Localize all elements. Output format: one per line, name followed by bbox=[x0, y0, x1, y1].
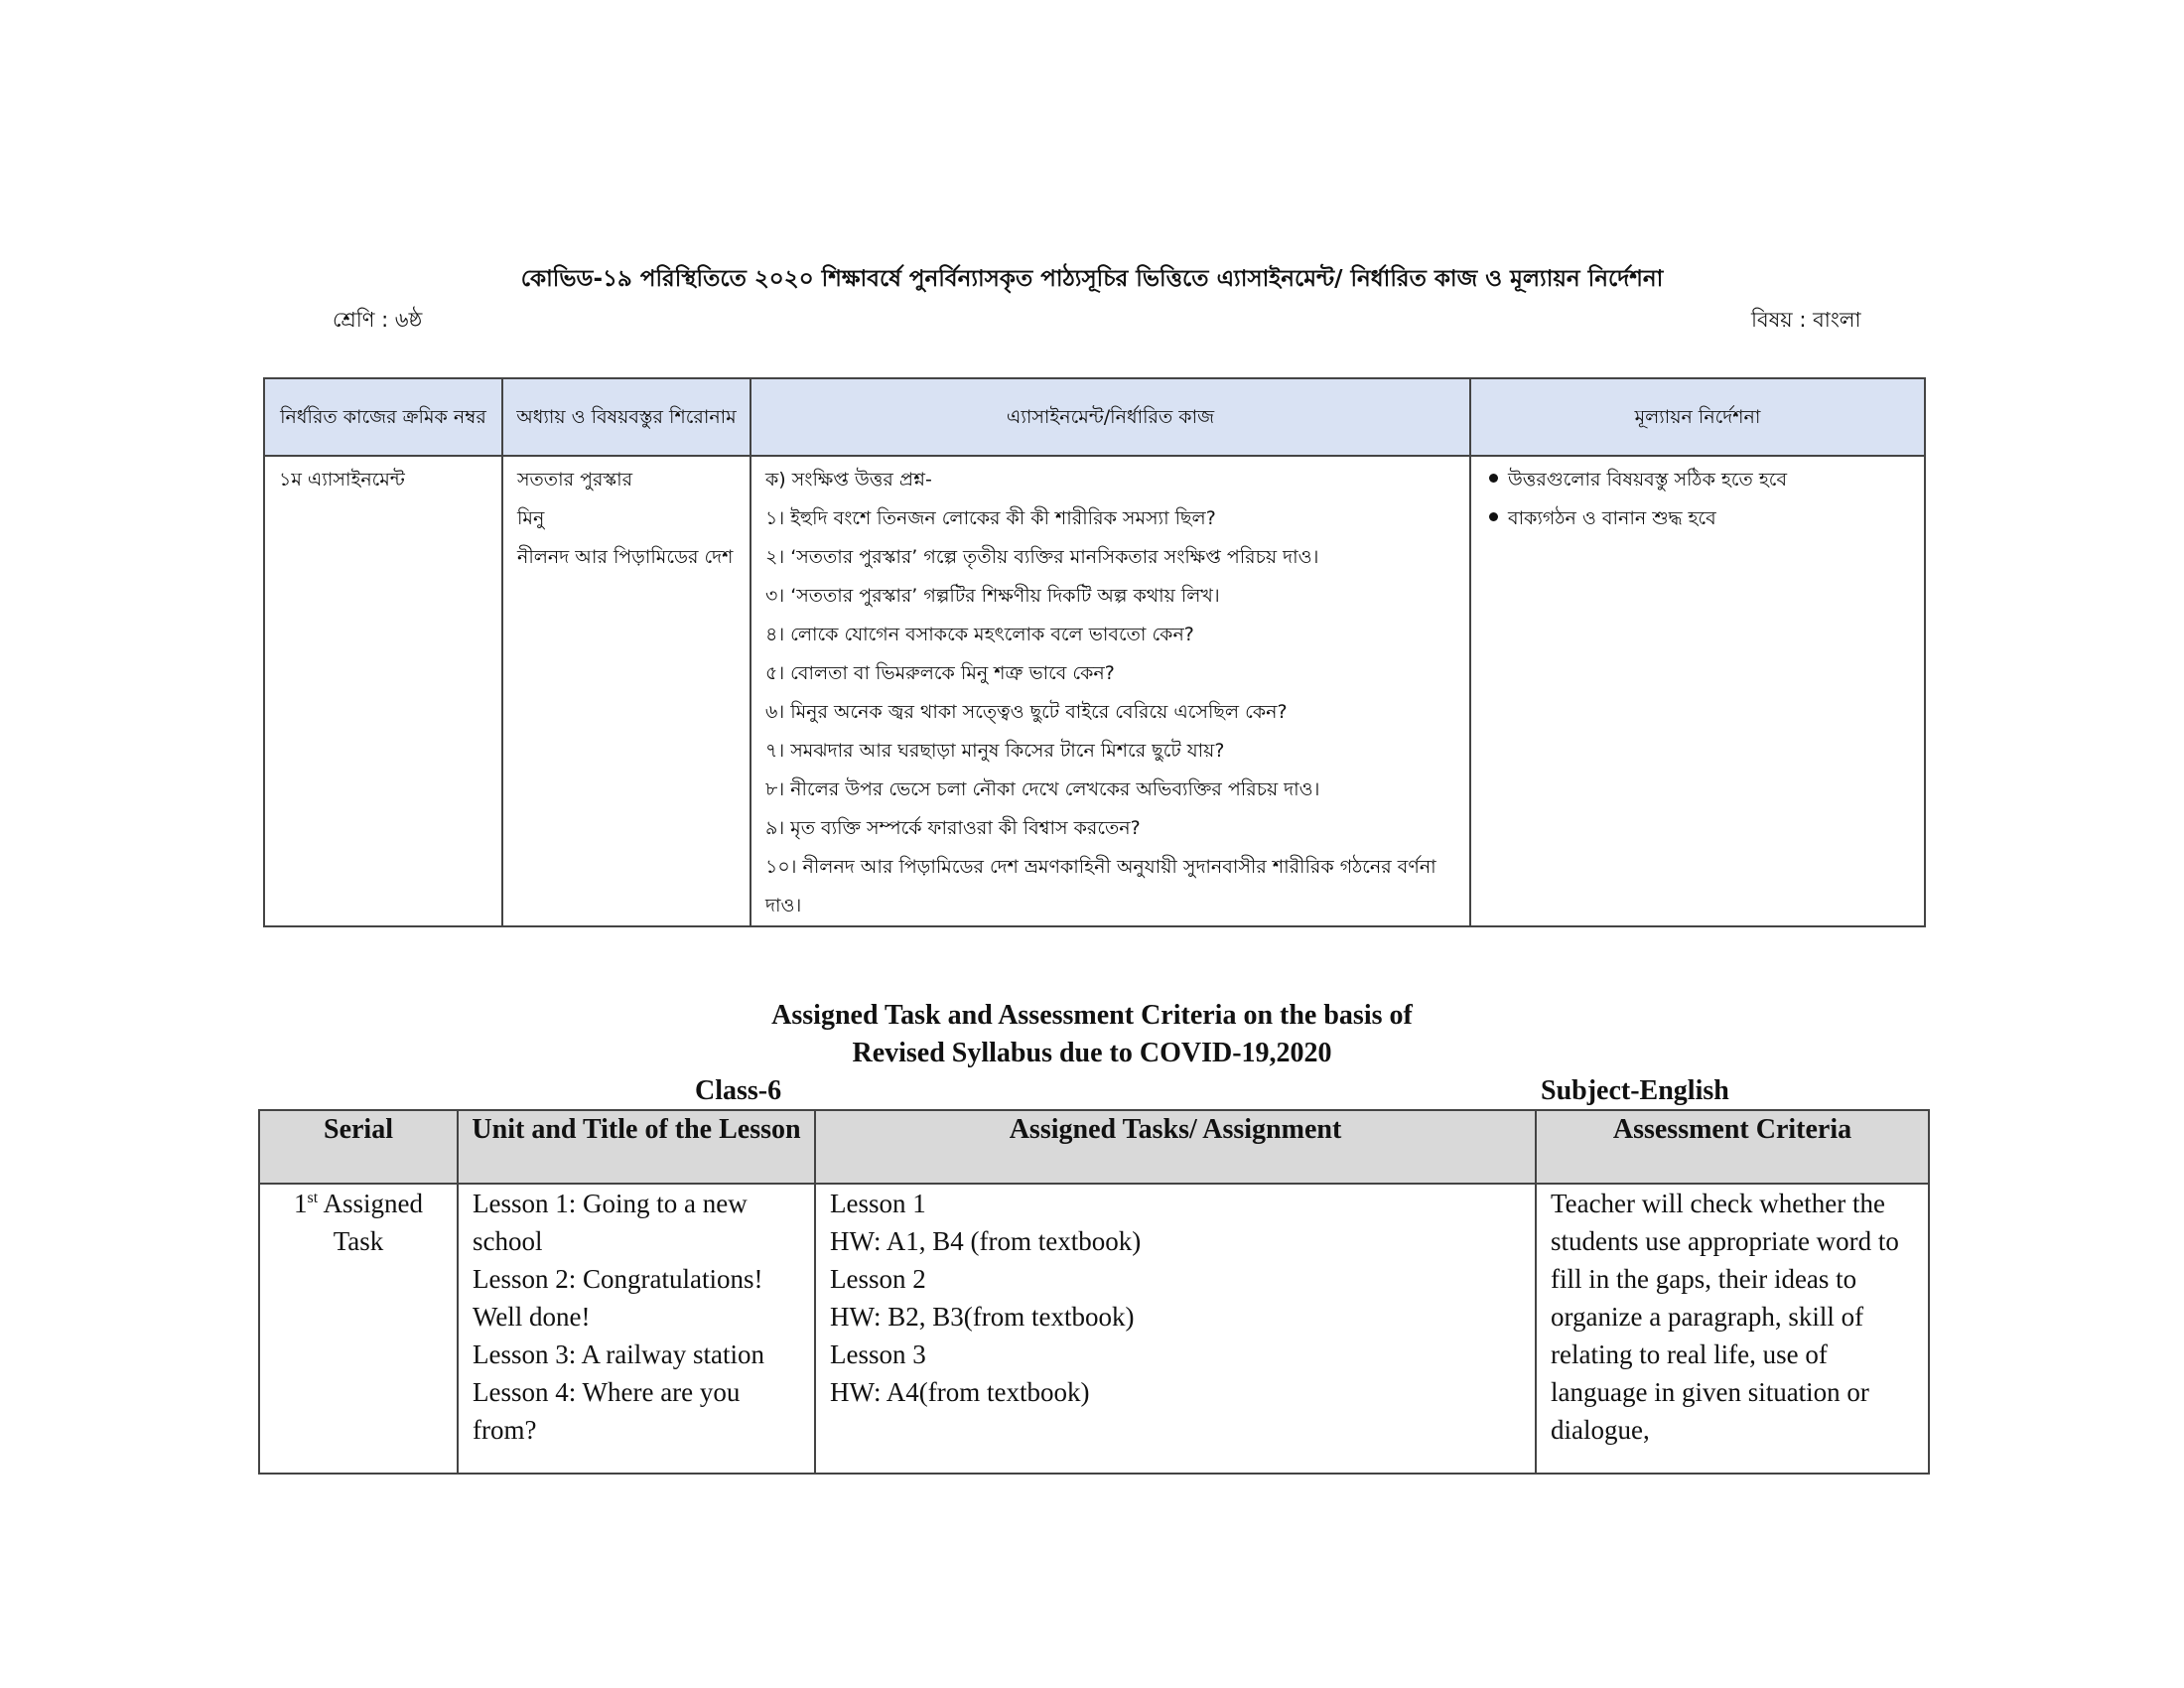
task-item: HW: B2, B3(from textbook) bbox=[830, 1302, 1135, 1332]
criteria-text: Teacher will check whether the students use appropriate word to fill in the gaps, their ideas to organize a paragraph, skill of relating to real life, use of language in given situation or dialogue, bbox=[1551, 1189, 1899, 1445]
english-class-label: Class-6 bbox=[695, 1075, 782, 1106]
task-item: HW: A4(from textbook) bbox=[830, 1377, 1090, 1407]
english-cell-serial bbox=[259, 1184, 458, 1474]
english-cell-criteria bbox=[1536, 1184, 1929, 1474]
bangla-title: কোভিড-১৯ পরিস্থিতিতে ২০২০ শিক্ষাবর্ষে পুনর্বিন্যাসকৃত পাঠ্যসূচির ভিত্তিতে এ্যাসাইনমেন্ট/ নির্ধারিত কাজ ও মূল্যায়ন নির্দেশনা bbox=[520, 266, 1664, 292]
bangla-table-header-row bbox=[264, 378, 1925, 456]
unit-item: Lesson 3: A railway station bbox=[473, 1339, 764, 1369]
chapter-item: সততার পুরস্কার bbox=[517, 469, 633, 491]
english-header-tasks: Assigned Tasks/ Assignment bbox=[815, 1110, 1536, 1184]
bangla-table-row bbox=[264, 456, 1925, 926]
serial-rest: Assigned Task bbox=[318, 1189, 423, 1256]
question-item: ৩। ‘সততার পুরস্কার’ গল্পটির শিক্ষণীয় দিকটি অল্প কথায় লিখ। bbox=[765, 585, 1220, 607]
bangla-cell-serial bbox=[264, 456, 502, 926]
english-cell-units bbox=[458, 1184, 815, 1474]
assessment-point bbox=[1485, 461, 1910, 499]
english-header-criteria: Assessment Criteria bbox=[1536, 1110, 1929, 1184]
assignment-heading: ক) সংক্ষিপ্ত উত্তর প্রশ্ন- bbox=[765, 469, 932, 491]
bullet-icon bbox=[1489, 512, 1498, 521]
english-header-serial: Serial bbox=[259, 1110, 458, 1184]
english-header-unit: Unit and Title of the Lesson bbox=[458, 1110, 815, 1184]
unit-item: Lesson 4: Where are you from? bbox=[473, 1377, 741, 1445]
question-item: ২। ‘সততার পুরস্কার’ গল্পে তৃতীয় ব্যক্তির মানসিকতার সংক্ষিপ্ত পরিচয় দাও। bbox=[765, 546, 1319, 568]
english-title-line2: Revised Syllabus due to COVID-19,2020 bbox=[852, 1038, 1332, 1068]
bangla-header-assessment: মূল্যায়ন নির্দেশনা bbox=[1470, 378, 1925, 456]
assessment-point bbox=[1485, 499, 1910, 538]
english-assignment-table bbox=[258, 1109, 1930, 1475]
bullet-icon bbox=[1489, 474, 1498, 483]
task-item: Lesson 3 bbox=[830, 1339, 926, 1369]
serial-suffix: st bbox=[307, 1190, 319, 1206]
bangla-header-serial: নির্ধরিত কাজের ক্রমিক নম্বর bbox=[264, 378, 502, 456]
question-item: ৭। সমঝদার আর ঘরছাড়া মানুষ কিসের টানে মিশরে ছুটে যায়? bbox=[765, 740, 1225, 762]
chapter-item: নীলনদ আর পিড়ামিডের দেশ bbox=[517, 546, 734, 568]
unit-item: Lesson 2: Congratulations! Well done! bbox=[473, 1264, 763, 1332]
task-item: HW: A1, B4 (from textbook) bbox=[830, 1226, 1142, 1256]
english-table-row bbox=[259, 1184, 1929, 1474]
question-item: ৮। নীলের উপর ভেসে চলা নৌকা দেখে লেখকের অভিব্যক্তির পরিচয় দাও। bbox=[765, 778, 1320, 800]
bangla-header-assignment: এ্যাসাইনমেন্ট/নির্ধারিত কাজ bbox=[751, 378, 1470, 456]
unit-item: Lesson 1: Going to a new school bbox=[473, 1189, 748, 1256]
english-subject-label: Subject-English bbox=[1541, 1075, 1729, 1106]
question-item: ৯। মৃত ব্যক্তি সম্পর্কে ফারাওরা কী বিশ্বাস করতেন? bbox=[765, 817, 1141, 839]
bangla-header-chapter: অধ্যায় ও বিষয়বস্তুর শিরোনাম bbox=[502, 378, 751, 456]
bangla-cell-assessment bbox=[1470, 456, 1925, 926]
chapter-item: মিনু bbox=[517, 507, 545, 529]
question-item: ৬। মিনুর অনেক জ্বর থাকা সত্ত্বেও ছুটে বাইরে বেরিয়ে এসেছিল কেন? bbox=[765, 701, 1288, 723]
bangla-cell-assignment bbox=[751, 456, 1470, 926]
bangla-assignment-table bbox=[263, 377, 1926, 927]
bangla-class-label: শ্রেণি : ৬ষ্ঠ bbox=[333, 308, 423, 332]
english-title-line1: Assigned Task and Assessment Criteria on the basis of bbox=[771, 1000, 1413, 1031]
question-item: ১০। নীলনদ আর পিড়ামিডের দেশ ভ্রমণকাহিনী অনুযায়ী সুদানবাসীর শারীরিক গঠনের বর্ণনা দাও। bbox=[765, 856, 1436, 916]
bangla-subject-label: বিষয় : বাংলা bbox=[1751, 308, 1861, 332]
english-table-header-row bbox=[259, 1110, 1929, 1184]
bangla-cell-chapters bbox=[502, 456, 751, 926]
english-cell-tasks bbox=[815, 1184, 1536, 1474]
bangla-serial-text: ১ম এ্যাসাইনমেন্ট bbox=[279, 469, 405, 491]
task-item: Lesson 2 bbox=[830, 1264, 926, 1294]
question-item: ১। ইহুদি বংশে তিনজন লোকের কী কী শারীরিক সমস্যা ছিল? bbox=[765, 507, 1216, 529]
assessment-point-text: উত্তরগুলোর বিষয়বস্তু সঠিক হতে হবে bbox=[1508, 469, 1788, 491]
task-item: Lesson 1 bbox=[830, 1189, 926, 1218]
question-item: ৫। বোলতা বা ভিমরুলকে মিনু শত্রু ভাবে কেন? bbox=[765, 662, 1115, 684]
serial-number: 1 bbox=[294, 1189, 308, 1218]
question-item: ৪। লোকে যোগেন বসাককে মহৎলোক বলে ভাবতো কেন? bbox=[765, 624, 1194, 645]
assessment-point-text: বাক্যগঠন ও বানান শুদ্ধ হবে bbox=[1508, 507, 1716, 529]
